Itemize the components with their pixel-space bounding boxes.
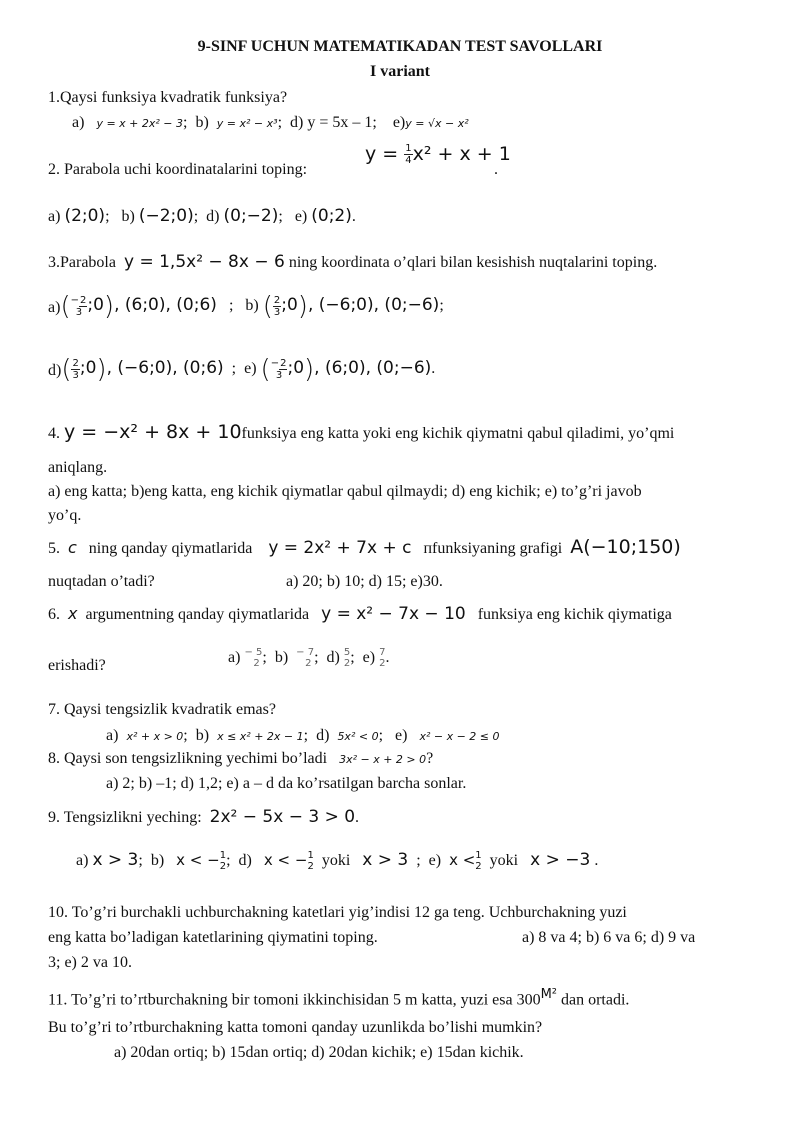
question-10-answers: a) 8 va 4; b) 6 va 6; d) 9 va bbox=[522, 929, 696, 946]
q7-option-d: 5x² < 0 bbox=[337, 730, 379, 743]
question-1-answers: a) y = x + 2x² − 3; b) y = x² − x³; d) y = 5x – 1; e)y = √x − x² bbox=[72, 114, 469, 131]
q3-options-de: d)( $\frac{2}{3}$ ;0), (−6;0), (0;6) ; e) (−2 3 ;0), (6;0), (0;−6). bbox=[48, 354, 436, 385]
q9-formula: 2x² − 5x − 3 > 0 bbox=[209, 807, 356, 827]
page-title: 9-SINF UCHUN MATEMATIKADAN TEST SAVOLLARI bbox=[197, 38, 603, 55]
q7-option-e: x² − x − 2 ≤ 0 bbox=[419, 730, 500, 743]
variant-label: I variant bbox=[370, 63, 430, 80]
q7-option-b: x ≤ x² + 2x − 1 bbox=[217, 730, 304, 743]
question-5: 5. c ning qanday qiymatlarida y = 2x² + 7x + c пfunksiyaning grafigi A(−10;150) bbox=[48, 536, 681, 558]
question-6: 6. x argumentning qanday qiymatlarida y = x² − 7x − 10 funksiya eng kichik qiymatiga bbox=[48, 604, 672, 624]
q5-point: A(−10;150) bbox=[570, 536, 681, 558]
q1-option-e: y = √x − x² bbox=[405, 117, 469, 130]
question-1: 1.Qaysi funksiya kvadratik funksiya? bbox=[48, 89, 288, 106]
question-10: 10. To’g’ri burchakli uchburchakning katetlari yig’indisi 12 ga teng. Uchburchakning yuzi bbox=[48, 904, 627, 921]
question-11: 11. To’g’ri to’rtburchakning bir tomoni ikkinchisidan 5 m katta, yuzi esa $300^{M^2}$ dan ortadi. bbox=[48, 987, 630, 1009]
q2-option-a: (2;0) bbox=[64, 206, 106, 226]
q2-formula: y = $\frac{1}{4}$ x² + x + 1 bbox=[365, 143, 511, 166]
q8-formula: 3x² − x + 2 > 0 bbox=[339, 753, 427, 766]
q3-option-e: , (6;0), (0;−6) bbox=[314, 358, 432, 379]
q4-formula: y = −x² + 8x + 10 bbox=[64, 421, 242, 443]
question-2-answers: a) (2;0); b) (−2;0); d) (0;−2); e) (0;2). bbox=[48, 206, 356, 226]
question-3: 3.Parabola y = 1,5x² − 8x − 6 ning koordinata o’qlari bilan kesishish nuqtalarini toping. bbox=[48, 252, 658, 272]
q1-option-b: y = x² − x³ bbox=[216, 117, 278, 130]
question-9: 9. Tengsizlikni yeching: 2x² − 5x − 3 > 0. bbox=[48, 807, 360, 827]
q5-formula: y = 2x² + 7x + c bbox=[268, 538, 412, 558]
question-4: 4. y = −x² + 8x + 10funksiya eng katta yoki eng kichik qiymatni qabul qiladimi, yo’qmi bbox=[48, 421, 675, 443]
q3-formula: y = 1,5x² − 8x − 6 bbox=[123, 252, 285, 272]
q3-option-a: , (6;0), (0;6) bbox=[114, 295, 217, 316]
question-11-answers: a) 20dan ortiq; b) 15dan ortiq; d) 20dan kichik; e) 15dan kichik. bbox=[114, 1044, 524, 1061]
question-7: 7. Qaysi tengsizlik kvadratik emas? bbox=[48, 701, 276, 718]
question-5-answers: a) 20; b) 10; d) 15; e)30. bbox=[286, 573, 443, 590]
q2-option-e: (0;2) bbox=[311, 206, 352, 226]
q3-option-d: , (−6;0), (0;6) bbox=[106, 358, 224, 379]
q2-option-b: (−2;0) bbox=[138, 206, 194, 226]
q7-option-a: x² + x > 0 bbox=[126, 730, 184, 743]
q6-formula: y = x² − 7x − 10 bbox=[321, 604, 466, 624]
question-9-answers: a) x > 3; b) x < −1 2; d) x < −1 2 yoki x > 3 ; e) x <1 2 yoki x > −3 . bbox=[76, 850, 599, 873]
q1-option-a: y = x + 2x² − 3 bbox=[96, 117, 184, 130]
q3-option-b: , (−6;0), (0;−6) bbox=[307, 295, 440, 316]
question-4-answers: a) eng katta; b)eng katta, eng kichik qiymatlar qabul qilmaydi; d) eng kichik; e) to’g’ri javob bbox=[48, 483, 642, 500]
question-7-answers: a) x² + x > 0; b) x ≤ x² + 2x − 1; d) 5x² < 0; e) x² − x − 2 ≤ 0 bbox=[106, 727, 500, 744]
q2-option-d: (0;−2) bbox=[223, 206, 279, 226]
q3-options-ab: a)(−2 3 ;0), (6;0), (0;6) ; b) ( $\frac{2}{3}$ ;0), (−6;0), (0;−6); bbox=[48, 291, 444, 322]
question-8: 8. Qaysi son tengsizlikning yechimi bo’ladi 3x² − x + 2 > 0? bbox=[48, 750, 434, 767]
question-2: 2. Parabola uchi koordinatalarini toping: bbox=[48, 161, 308, 178]
question-6-answers: a) − 5 2 ; b) − 7 2 ; d) 5 2; e) 7 2. bbox=[228, 647, 390, 670]
q1-option-d: y = 5x – 1; bbox=[307, 114, 377, 131]
question-8-answers: a) 2; b) –1; d) 1,2; e) a – d da ko’rsatilgan barcha sonlar. bbox=[106, 775, 467, 792]
